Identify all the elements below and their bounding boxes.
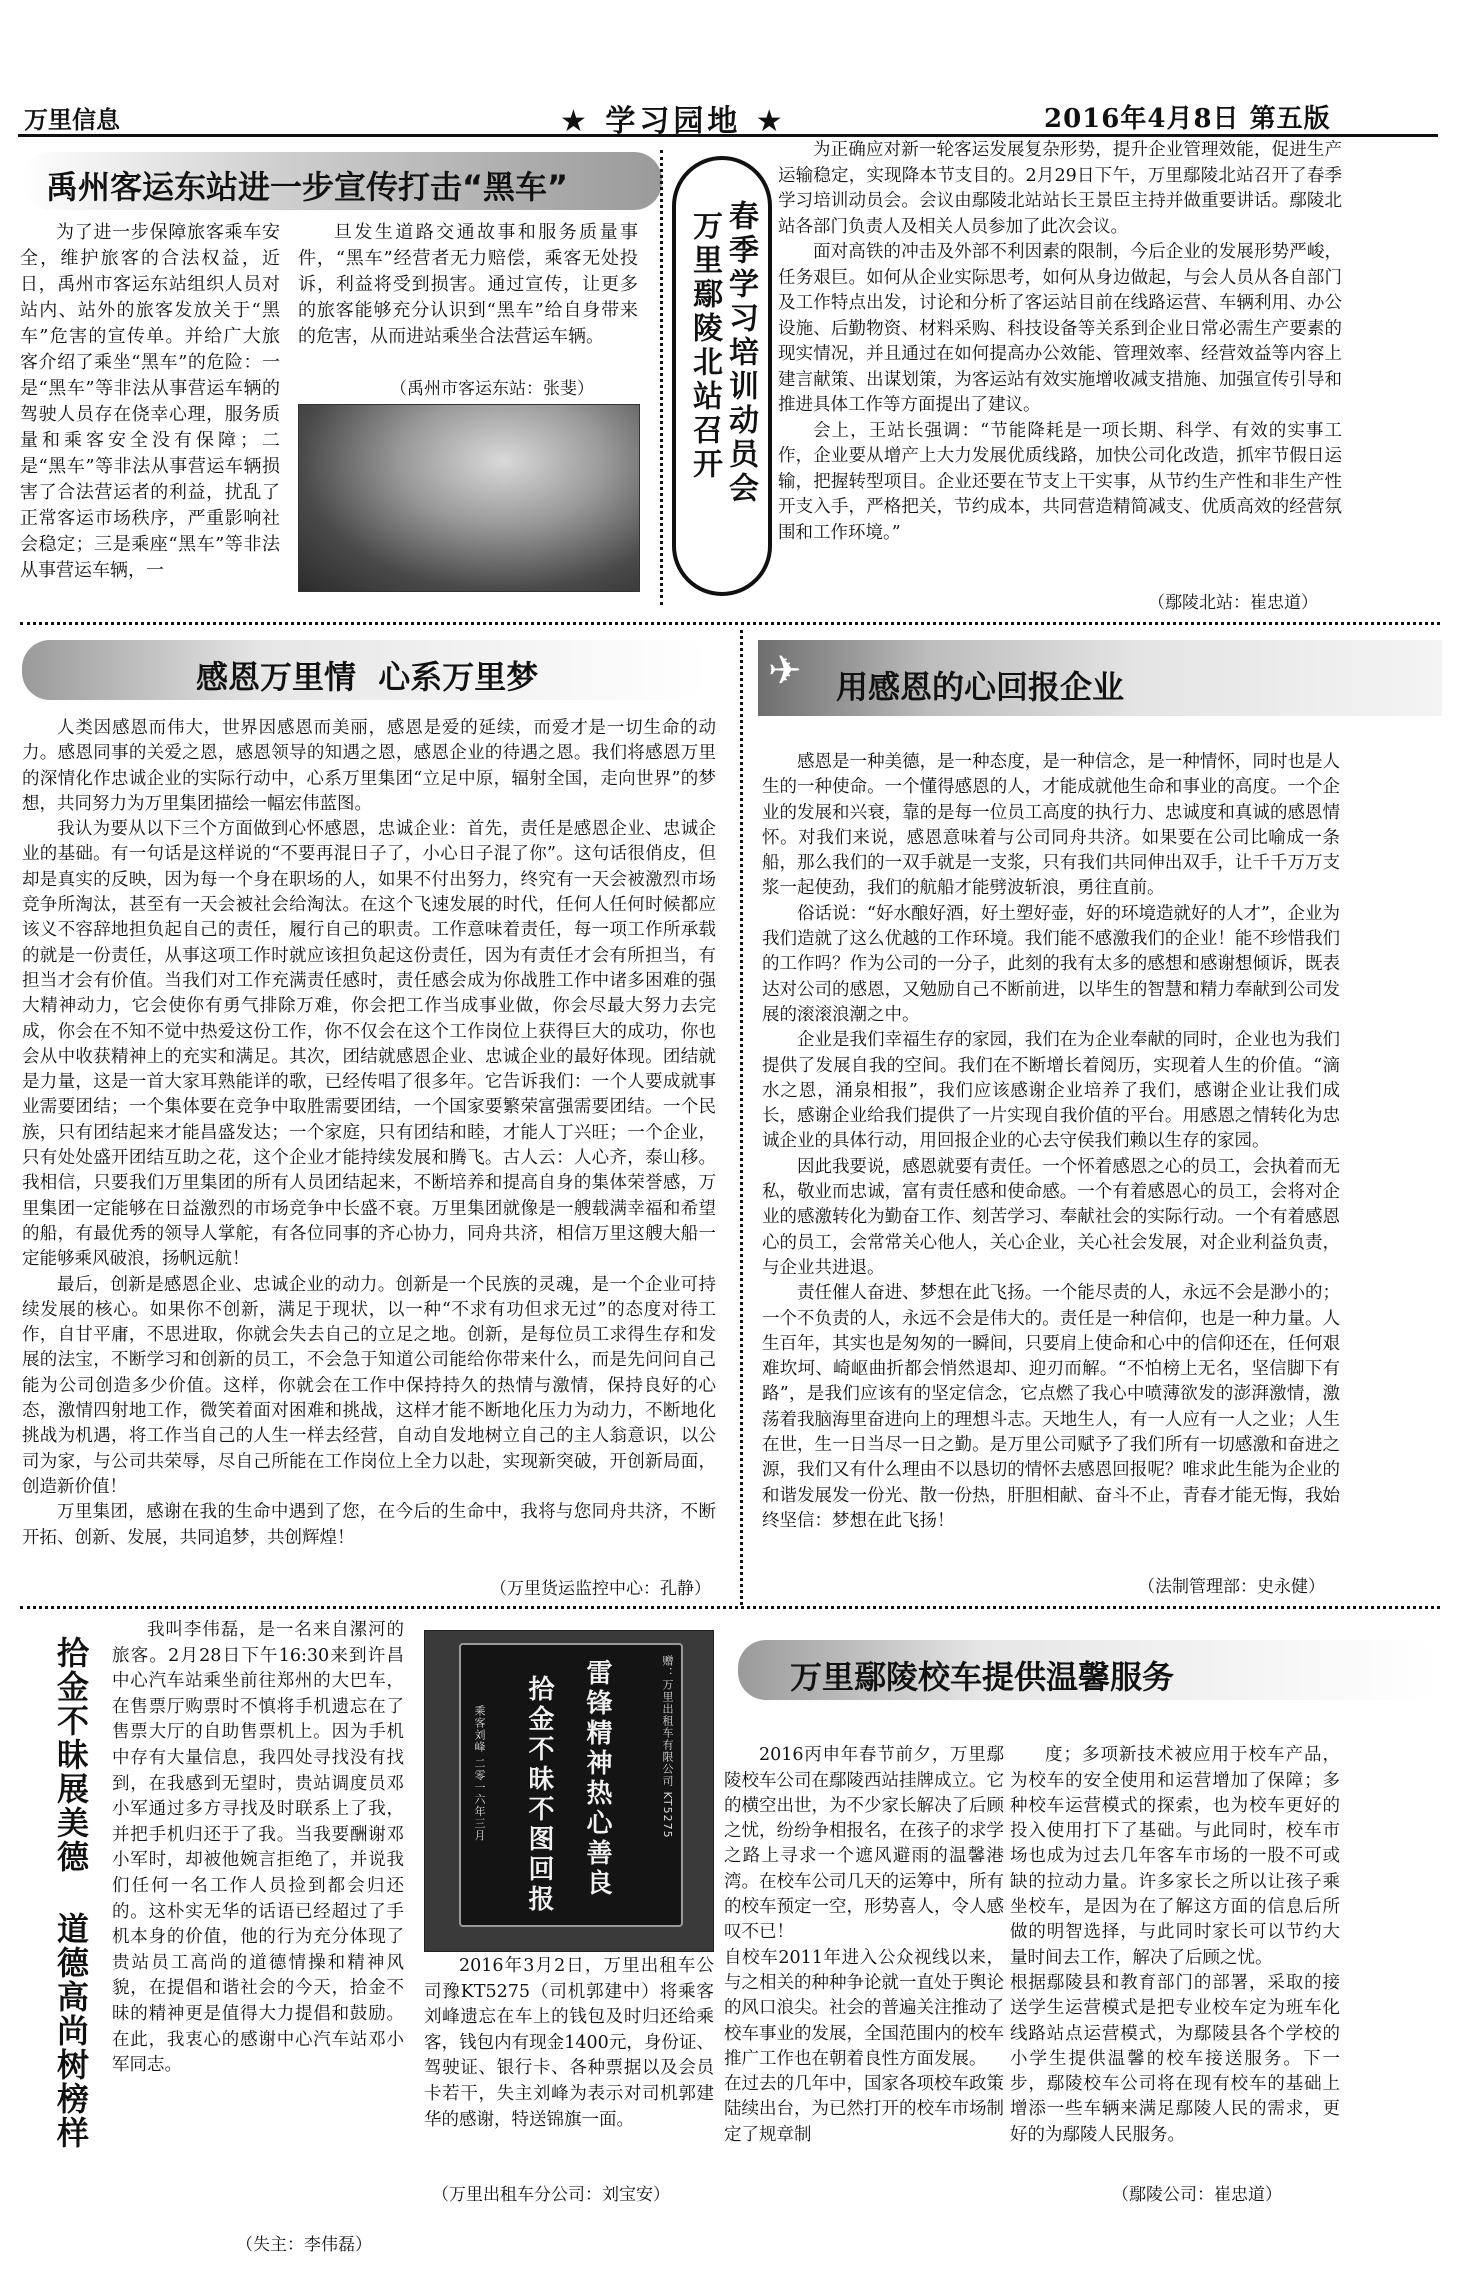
article2-body [778,138,1342,546]
article6-col1-text: 2016丙申年春节前夕，万里鄢陵校车公司在鄢陵西站挂牌成立。它的横空出世，为不少家长解决了后顾之忧，纷纷争相报名，在孩子的求学之路上寻求一个遮风避雨的温馨港湾。在校车公司几天的运筹中，所有的校车预定一空，形势喜人，令人感叹不已！ 自校车2011年进入公众视线以来，与之相关的种种争论就一直处于舆论的风口浪尖。社会的普遍关注推动了校车事业的发展，全国范围内的校车推广工作也在朝着良性方面发展。 在过去的几年中，国家各项校车政策陆续出台，为已然打开的校车市场制定了规章制 [724,1745,1004,2145]
article1-col1-text: 为了进一步保障旅客乘车安全，维护旅客的合法权益，近日，禹州市客运东站组织人员对站内、站外的旅客发放关于“黑车”危害的宣传单。并给广大旅客介绍了乘坐“黑车”的危险：一是“黑车”等非法从事营运车辆的驾驶人员存在侥幸心理，服务质量和乘客安全没有保障；二是“黑车”等非法从事营运车辆损害了合法营运者的利益，扰乱了正常客运市场秩序，严重影响社会稳定；三是乘座“黑车”等非法从事营运车辆，一 [20,222,280,581]
pennant-main-right: 雷锋精神热心善良 [582,1659,612,1899]
article4-p2: 俗话说：“好水酿好酒，好土塑好壶，好的环境造就好的人才”，企业为我们造就了这么优越的工作环境。我们能不感激我们的企业！能不珍惜我们的工作吗？作为公司的一分子，此刻的我有太多的感想和感谢想倾诉，既表达对公司的感恩，又勉励自己不断前进，以毕生的智慧和精力奉献到公司发展的滚滚浪潮之中。 [762,903,1340,1025]
pennant-bottom-text: 乘客刘峰 二零一六年三月 [473,1705,486,1842]
article4-p1: 感恩是一种美德，是一种态度，是一种信念，是一种情怀，同时也是人生的一种使命。一个懂得感恩的人，才能成就他生命和事业的高度。一个企业的发展和兴衰，靠的是每一位员工高度的执行力、忠诚度和真诚的感恩情怀。对我们来说，感恩意味着与公司同舟共济。如果要在公司比喻成一条船，那么我们的一双手就是一支浆，只有我们共同伸出双手，让千千万万支浆一起使劲，我们的航船才能劈波斩浪，勇往直前。 [762,752,1340,899]
article2-title-line1: 春季学习培训动员会 [723,200,758,506]
article5-caption [424,1954,714,2133]
article6-credit: （鄢陵公司：崔忠道） [1112,2185,1282,2205]
article1-photo [298,404,640,592]
article2-credit: （鄢陵北站：崔忠道） [1148,593,1318,613]
article6-title: 万里鄢陵校车提供温馨服务 [790,1658,1175,1696]
article5-body [112,1618,404,2079]
article3-title: 感恩万里情 心系万里梦 [196,658,539,696]
article3-p2: 我认为要从以下三个方面做到心怀感恩，忠诚企业：首先，责任是感恩企业、忠诚企业的基础。有一句话是这样说的“不要再混日子了，小心日子混了你”。这句话很俏皮，但却是真实的反映，因为每一个身在职场的人，如果不付出努力，终究有一天会被激烈市场竞争所淘汰，甚至有一天会被社会给淘汰。在这个飞速发展的时代，任何人任何时候都应该义不容辞地担负起自己的责任，履行自己的职责。工作意味着责任，每一项工作所承载的就是一份责任，从事这项工作时就应该担负起这份责任，因为有责任才会有所担当，有担当才会有价值。当我们对工作充满责任感时，责任感会成为你战胜工作中诸多困难的强大精神动力，它会使你有勇气排除万难，你会把工作当成事业做，你会尽最大努力去完成，你会在不知不觉中热爱这份工作，你不仅会在这个工作岗位上获得巨大的成功，你也会从中收获精神上的充实和满足。其次，团结就感恩企业、忠诚企业的最好体现。团结就是力量，这是一首大家耳熟能详的歌，已经传唱了很多年。它告诉我们：一个人要成就事业需要团结；一个集体要在竞争中取胜需要团结，一个国家要繁荣富强需要团结。一个民族，只有团结起来才能昌盛发达；一个家庭，只有团结和睦，才能人丁兴旺；一个企业，只有处处盛开团结互助之花，这个企业才能持续发展和腾飞。古人云：人心齐，泰山移。我相信，只要我们万里集团的所有人员团结起来，不断培养和提高自身的集体荣誉感，万里集团一定能够在日益激烈的市场竞争中长盛不衰。万里集团就像是一艘载满幸福和希望的船，有最优秀的领导人掌舵，有各位同事的齐心协力，同舟共济，相信万里这艘大船一定能够乘风破浪，扬帆远航！ [22,819,716,1270]
article1-col2-text: 旦发生道路交通故事和服务质量事件，“黑车”经营者无力赔偿，乘客无处投诉，利益将受到损害。通过宣传，让更多的旅客能够充分认识到“黑车”给自身带来的危害，从而进站乘坐合法营运车辆。 [298,222,638,347]
header-rule [18,134,1438,137]
article1-credit: （禹州市客运东站：张斐） [390,379,594,399]
article3-p1: 人类因感恩而伟大，世界因感恩而美丽，感恩是爱的延续，而爱才是一切生命的动力。感恩同事的关爱之恩，感恩领导的知遇之恩，感恩企业的待遇之恩。我们将感恩万里的深情化作忠诚企业的实际行动中，心系万里集团“立足中原，辐射全国，走向世界”的梦想，共同努力为万里集团描绘一幅宏伟蓝图。 [22,718,716,814]
article2-p3: 会上，王站长强调：“节能降耗是一项长期、科学、有效的实事工作，企业要从增产上大力发展优质线路，加快公司化改造，抓牢节假日运输，把握转型项目。企业还要在节支上干实事，从节约生产性和非生产性开支入手，严格把关，节约成本，共同营造精简减支、优质高效的经营氛围和工作环境。” [778,420,1342,543]
article2-p1: 为正确应对新一轮客运发展复杂形势，提升企业管理效能，促进生产运输稳定，实现降本节支目的。2月29日下午，万里鄢陵北站召开了春季学习培训动员会。会议由鄢陵北站站长王景臣主持并做重要讲话。鄢陵北站各部门负责人及相关人员参加了此次会议。 [778,140,1342,237]
separator-horizontal-2 [20,1606,1440,1609]
article4-credit: （法制管理部：史永健） [1138,1577,1325,1597]
article1-col2 [298,220,638,350]
article4-p3: 企业是我们幸福生存的家园，我们在为企业奉献的同时，企业也为我们提供了发展自我的空间。我们在不断增长着阅历，实现着人生的价值。“滴水之恩，涌泉相报”，我们应该感谢企业培养了我们，感谢企业让我们成长，感谢企业给我们提供了一片实现自我价值的平台。用感恩之情转化为忠诚企业的具体行动，用回报企业的心去守侯我们赖以生存的家园。 [762,1030,1340,1152]
separator-horizontal-1 [20,622,1440,625]
article5-caption-credit: （万里出租车分公司：刘宝安） [432,2185,670,2205]
dove-icon: ✈ [768,648,802,694]
issue-date: 2016年4月8日 第五版 [1044,104,1331,134]
article5-title-line1: 拾金不昧展美德 [52,1636,90,1874]
article3-body [22,716,716,1551]
article5-caption-text: 2016年3月2日，万里出租车公司豫KT5275（司机郭建中）将乘客刘峰遗忘在车上的钱包及时归还给乘客，钱包内有现金1400元，身份证、驾驶证、银行卡、各种票据以及会员卡若干，失主刘峰为表示对司机郭建华的感谢，特送锦旗一面。 [424,1956,714,2130]
article5-title-line2: 道德高尚树榜样 [52,1912,90,2150]
article3-p4: 万里集团，感谢在我的生命中遇到了您，在今后的生命中，我将与您同舟共济，不断开拓、创新、发展，共同追梦，共创辉煌！ [22,1502,716,1548]
pennant-photo [424,1630,714,1952]
article4-p4: 因此我要说，感恩就要有责任。一个怀着感恩之心的员工，会执着而无私，敬业而忠诚，富有责任感和使命感。一个有着感恩心的员工，会将对企业的感激转化为勤奋工作、刻苦学习、奉献社会的实际行动。一个有着感恩心的员工，会常常关心他人，关心企业，关心社会发展，对企业利益负责，与企业共进退。 [762,1156,1340,1278]
article1-title: 禹州客运东站进一步宣传打击“黑车” [46,168,569,206]
article2-p2: 面对高铁的冲击及外部不利因素的限制，今后企业的发展形势严峻，任务艰巨。如何从企业实际思考，如何从身边做起，与会人员从各自部门及工作特点出发，讨论和分析了客运站目前在线路运营、车辆利用、办公设施、后勤物资、材料采购、科技设备等关系到企业日常必需生产要素的现实情况，并且通过在如何提高办公效能、管理效率、经营效益等内容上建言献策、出谋划策，为客运站有效实施增收减支措施、加强宣传引导和推进具体工作等方面提出了建议。 [778,242,1342,415]
article1-col1 [20,220,280,584]
article5-credit: （失主：李伟磊） [236,2235,372,2255]
article2-title-line2: 万里鄢陵北站召开 [687,210,722,482]
article6-col1 [724,1718,1004,2173]
article6-col2-text: 度；多项新技术被应用于校车产品，为校车的安全使用和运营增加了保障；多种校车运营模式的探索，也为校车更好的投入使用打下了基础。与此同时，校车市场也成为过去几年客车市场的一股不可或缺的拉动力量。许多家长之所以让孩子乘坐校车，是因为在了解这方面的信息后所做的明智选择，与此同时家长可以节约大量时间去工作，解决了后顾之忧。 根据鄢陵县和教育部门的部署，采取的接送学生运营模式是把专业校车定为班车化线路站点运营模式，为鄢陵县各个学校的小学生提供温馨的校车接送服务。下一步，鄢陵校车公司将在现有校车的基础上增添一些车辆来满足鄢陵人民的需求，更好的为鄢陵人民服务。 [1010,1745,1340,2145]
article6-col2 [1010,1718,1340,2173]
article4-p5: 责任催人奋进、梦想在此飞扬。一个能尽责的人，永远不会是渺小的；一个不负责的人，永远不会是伟大的。责任是一种信仰，也是一种力量。人生百年，其实也是匆匆的一瞬间，只要肩上使命和心中的信仰还在，任何艰难坎坷、崎岖曲折都会悄然退却、迎刃而解。“不怕榜上无名，坚信脚下有路”，是我们应该有的坚定信念，它点燃了我心中喷薄欲发的澎湃激情，激荡着我脑海里奋进向上的理想斗志。天地生人，有一人应有一人之业；人生在世，生一日当尽一日之勤。是万里公司赋予了我们所有一切感激和奋进之源，我们又有什么理由不以恳切的情怀去感恩回报呢？唯求此生能为企业的和谐发展发一份光、散一份热，肝胆相献、奋斗不止，青春才能无悔，我始终坚信：梦想在此飞扬！ [762,1283,1340,1531]
article3-p3: 最后，创新是感恩企业、忠诚企业的动力。创新是一个民族的灵魂，是一个企业可持续发展的核心。如果你不创新，满足于现状，以一种“不求有功但求无过”的态度对待工作，自甘平庸，不思进取，你就会失去自己的立足之地。创新，是每位员工求得生存和发展的法宝，不断学习和创新的员工，不会急于知道公司能给你带来什么，而是先问问自己能为公司创造多少价值。这样，你就会在工作中保持持久的热情与激情，保持良好的心态，激情四射地工作，微笑着面对困难和挑战，这样才能不断地化压力为动力，不断地化挑战为机遇，将工作当自己的人生一样去经营，自动自发地树立自己的主人翁意识，以公司为家，与公司共荣辱，尽自己所能在工作岗位上全力以赴，实现新突破，开创新局面，创造新价值！ [22,1274,716,1497]
separator-vertical-top [660,150,663,605]
section-title: ★ 学习园地 ★ [560,104,787,139]
pennant-banner [459,1643,683,1927]
article4-title: 用感恩的心回报企业 [836,668,1125,706]
pennant-top-text: 赠：万里出租车有限公司 KT5275 [661,1655,674,1839]
article3-credit: （万里货运监控中心：孔静） [490,1579,711,1599]
separator-vertical-middle [740,630,743,1605]
pennant-main-left: 拾金不昧不图回报 [524,1675,554,1915]
article5-body-text: 我叫李伟磊，是一名来自漯河的旅客。2月28日下午16:30来到许昌中心汽车站乘坐前往郑州的大巴车，在售票厅购票时不慎将手机遗忘在了售票大厅的自助售票机上。因为手机中存有大量信息，我四处寻找没有找到，在我感到无望时，贵站调度员邓小军通过多方寻找及时联系上了我，并把手机归还于了我。当我要酬谢邓小军时，却被他婉言拒绝了，并说我们任何一名工作人员捡到都会归还的。这朴实无华的话语已经超过了手机本身的价值，他的行为充分体现了贵站员工高尚的道德情操和精神风貌，在提倡和谐社会的今天，拾金不昧的精神更是值得大力提倡和鼓励。在此，我衷心的感谢中心汽车站邓小军同志。 [112,1620,404,2076]
article4-body [762,750,1340,1534]
masthead: 万里信息 [24,105,120,134]
